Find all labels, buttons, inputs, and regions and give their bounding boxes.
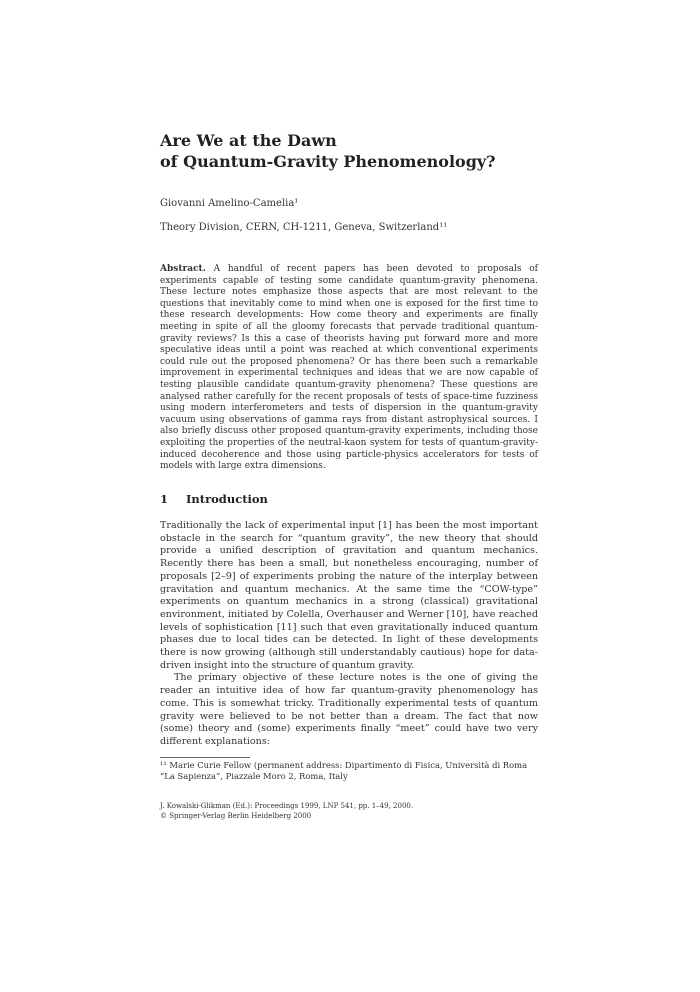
paragraph-2: The primary objective of these lecture notes is the one of giving the reader an intuitive idea of how far quantum-gravity phenomenology has come. This is somewhat tricky. Traditionally experimental tests of quantum gravity were believed to be not better than a dream. The fact that now (some) theory and (some) experiments finally “meet” could have two very different explanations: — [160, 672, 538, 747]
paragraph-1: Traditionally the lack of experimental input [1] has been the most important obstacle in the search for “quantum gravity”, the new theory that should provide a unified description of gravitation and quantum mechanics. Recently there has been a small, but nonetheless encouraging, number of proposals [2–9] of experiments probing the nature of the interplay between gravitation and quantum mechanics. At the same time the “COW-type” experiments on quantum mechanics in a strong (classical) gravitational environment, initiated by Colella, Overhauser and Werner [10], have reached levels of sophistication [11] such that even gravitationally induced quantum phases due to local tides can be detected. In light of these developments there is now growing (although still understandably cautious) hope for data-driven insight into the structure of quantum gravity. — [160, 520, 538, 671]
title-line-2: of Quantum-Gravity Phenomenology? — [160, 152, 496, 171]
author-affiliation: Theory Division, CERN, CH-1211, Geneva, Switzerland¹¹ — [160, 222, 448, 233]
paper-title — [160, 130, 560, 172]
section-number: 1 — [160, 492, 169, 506]
abstract-text: A handful of recent papers has been devoted to proposals of experiments capable of testing some candidate quantum-gravity phenomena. These lecture notes emphasize those aspects that are most relevant to the questions that inevitably come to mind when one is exposed for the first time to these research developments: How come theory and experiments are finally meeting in spite of all the gloomy forecasts that pervade traditional quantum-gravity reviews? Is this a case of theorists having put forward more and more speculative ideas until a point was reached at which conventional experiments could rule out the proposed phenomena? Or has there been such a remarkable improvement in experimental techniques and ideas that we are now capable of testing plausible candidate quantum-gravity phenomena? These questions are analysed rather carefully for the recent proposals of tests of space-time fuzziness using modern interferometers and tests of dispersion in the quantum-gravity vacuum using observations of gamma rays from distant astrophysical sources. I also briefly discuss other proposed quantum-gravity experiments, including those exploiting the properties of the neutral-kaon system for tests of quantum-gravity-induced decoherence and those using particle-physics accelerators for tests of models with large extra dimensions. — [160, 264, 538, 472]
footnote-rule — [160, 757, 250, 758]
section-heading — [160, 492, 268, 506]
section-title: Introduction — [186, 492, 268, 506]
title-line-1: Are We at the Dawn — [160, 131, 337, 150]
abstract — [160, 264, 538, 473]
publication-imprint — [160, 801, 538, 821]
author-name: Giovanni Amelino-Camelia¹ — [160, 198, 299, 209]
footnote: ¹¹ Marie Curie Fellow (permanent address: Dipartimento di Fisica, Università di Roma “La Sapienza”, Piazzale Moro 2, Roma, Italy — [160, 760, 528, 781]
imprint-copyright: © Springer-Verlag Berlin Heidelberg 2000 — [160, 812, 312, 820]
body-text — [160, 520, 538, 749]
imprint-citation: J. Kowalski-Glikman (Ed.): Proceedings 1999, LNP 541, pp. 1–49, 2000. — [160, 802, 414, 810]
abstract-label: Abstract. — [160, 264, 206, 274]
